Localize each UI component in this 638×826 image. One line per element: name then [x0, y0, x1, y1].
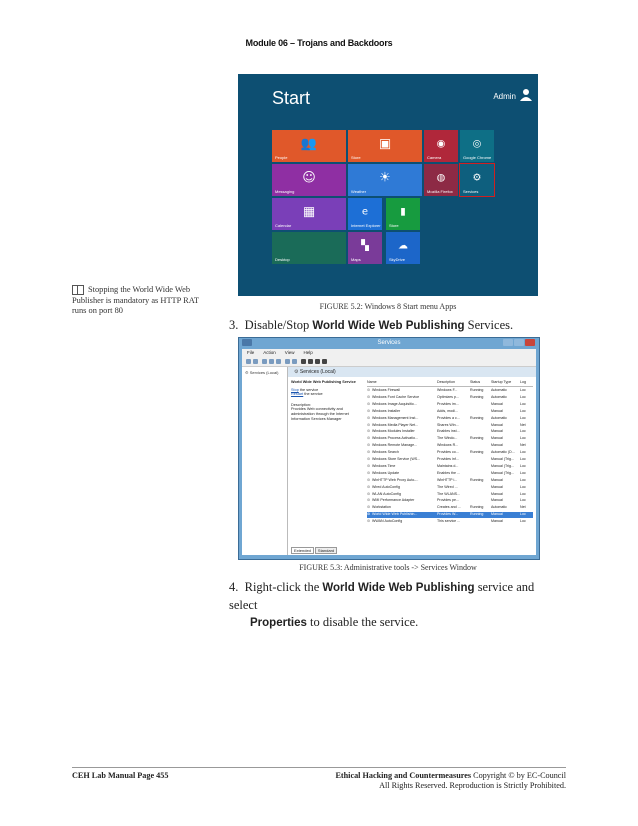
table-cell: Manual [491, 484, 503, 489]
back-icon[interactable] [246, 359, 251, 364]
menu-action[interactable]: Action [263, 350, 276, 355]
table-cell: Creates and ... [437, 505, 461, 510]
step-4-mid: service and select [229, 580, 535, 612]
table-cell: The Wired ... [437, 484, 458, 489]
footer-copyright-text: Copyright © by EC-Council [471, 771, 566, 780]
menu-bar [242, 349, 536, 357]
table-cell: Provides im... [437, 401, 459, 406]
refresh-icon[interactable] [276, 359, 281, 364]
figure-caption-2: FIGURE 5.3: Administrative tools -> Services Window [299, 563, 477, 572]
tab-extended[interactable]: Extended [291, 547, 314, 554]
table-row[interactable] [367, 485, 533, 491]
start-tile[interactable] [348, 232, 382, 264]
column-header[interactable]: Startup Type [491, 380, 512, 384]
start-tile[interactable] [272, 164, 346, 196]
table-cell: This service ... [437, 519, 461, 524]
table-cell: Windows Search [372, 450, 399, 455]
step-4-number: 4. [229, 580, 239, 594]
console-tree [242, 367, 288, 555]
table-cell: Windows Time [372, 463, 396, 468]
gear-icon: ⚙ [367, 519, 371, 524]
table-cell: Loc [520, 512, 526, 517]
maps-icon: ▚ [361, 240, 369, 252]
restart-service-icon[interactable] [322, 359, 327, 364]
menu-view[interactable]: View [284, 350, 295, 355]
service-description-panel [291, 380, 363, 421]
panel-header [288, 367, 536, 377]
table-cell: Provides a c... [437, 415, 460, 420]
table-cell: Net [520, 422, 526, 427]
table-cell: Automatic [491, 415, 507, 420]
gear-icon: ⚙ [367, 450, 371, 455]
table-cell: Provides W... [437, 512, 459, 517]
tile-label: Store [351, 155, 361, 160]
gear-icon: ⚙ [367, 415, 371, 420]
table-cell: Manual [491, 422, 503, 427]
table-cell: Loc [520, 408, 526, 413]
firefox-icon: ◍ [436, 172, 446, 184]
start-tile[interactable] [386, 232, 420, 264]
table-cell: Loc [520, 491, 526, 496]
gear-icon: ⚙ [367, 512, 371, 517]
table-cell: Windows Store Service (WS... [372, 457, 421, 461]
restart-service-text: the service [303, 392, 323, 397]
book-icon [72, 285, 84, 295]
table-cell: Workstation [372, 505, 391, 510]
window-title: Services [377, 340, 401, 346]
stop-service-link[interactable]: Stop [291, 387, 299, 392]
figure-caption-1: FIGURE 5.2: Windows 8 Start menu Apps [319, 302, 457, 311]
table-cell: Windows Image Acquisitio... [372, 401, 417, 406]
gear-icon: ⚙ [367, 388, 371, 392]
maximize-button[interactable] [514, 339, 524, 346]
gear-icon: ⚙ [367, 457, 371, 461]
table-cell: Manual [491, 436, 503, 441]
table-row[interactable] [367, 471, 533, 477]
table-header [367, 380, 533, 387]
table-cell: Provides co... [437, 450, 459, 455]
footer-divider [72, 767, 566, 768]
ie-icon: e [361, 206, 369, 218]
pause-service-icon[interactable] [315, 359, 320, 364]
tile-label: Camera [427, 155, 442, 160]
table-cell: Loc [520, 415, 526, 420]
calendar-icon: ▦ [302, 204, 316, 220]
menu-help[interactable]: Help [303, 350, 313, 355]
table-cell: Windows Media Player Net... [372, 422, 419, 427]
table-cell: Running [470, 505, 484, 510]
table-cell: Manual [491, 512, 503, 517]
chrome-icon: ◎ [472, 138, 482, 150]
table-cell: WinHTTP i... [437, 477, 458, 482]
table-cell: Loc [520, 450, 526, 455]
tile-label: Calendar [275, 223, 292, 228]
table-cell: Shares Win... [437, 422, 459, 427]
table-cell: Net [520, 443, 526, 448]
table-cell: Automatic (D... [491, 450, 515, 455]
export-icon[interactable] [285, 359, 290, 364]
close-button[interactable] [525, 339, 535, 346]
start-tile[interactable] [272, 232, 346, 264]
table-cell: WLAN AutoConfig [372, 491, 401, 496]
sidebar-note-text: Stopping the World Wide Web Publisher is mandatory as HTTP RAT runs on port 80 [72, 285, 199, 315]
step-3-bold: World Wide Web Publishing [312, 320, 465, 332]
table-cell: Loc [520, 519, 526, 524]
toolbar [242, 357, 536, 367]
table-cell: Provides pe... [437, 498, 459, 503]
gear-icon: ⚙ [367, 436, 371, 441]
table-cell: Windows Modules Installer [372, 429, 415, 434]
table-cell: WMI Performance Adapter [372, 498, 415, 503]
table-row[interactable] [367, 478, 533, 484]
table-cell: The WLANS... [437, 491, 460, 496]
gear-icon: ⚙ [367, 408, 371, 413]
table-cell: Loc [520, 477, 526, 482]
start-tile[interactable] [348, 164, 422, 196]
table-row[interactable] [367, 395, 533, 401]
table-cell: Loc [520, 498, 526, 503]
table-cell: Adds, modi... [437, 408, 458, 413]
table-row[interactable] [367, 388, 533, 394]
camera-icon: ◉ [436, 138, 446, 150]
table-cell: Automatic [491, 394, 507, 399]
table-cell: Loc [520, 394, 526, 399]
table-cell: Running [470, 477, 484, 482]
table-row[interactable] [367, 512, 533, 518]
table-row[interactable] [367, 436, 533, 442]
start-tile[interactable] [460, 164, 494, 196]
table-cell: Loc [520, 470, 526, 475]
people-icon: 👥 [300, 136, 318, 152]
gear-icon: ⚙ [367, 422, 371, 427]
table-cell: Provides inf... [437, 457, 459, 461]
step-4-bold-1: World Wide Web Publishing [322, 582, 475, 594]
services-icon: ⚙ [472, 172, 482, 184]
gear-icon: ⚙ [367, 484, 371, 489]
stop-service-icon[interactable] [308, 359, 313, 364]
messaging-icon: ☺ [302, 170, 316, 186]
table-cell: Manual [491, 491, 503, 496]
column-header[interactable]: Name [367, 380, 377, 384]
start-tile[interactable] [348, 130, 422, 162]
gear-icon: ⚙ [245, 370, 249, 375]
tile-label: Services [463, 189, 479, 194]
table-cell: Manual [491, 401, 503, 406]
table-cell: Wired AutoConfig [372, 484, 400, 489]
table-cell: Windows Font Cache Service [372, 394, 420, 399]
table-row[interactable] [367, 402, 533, 408]
table-row[interactable] [367, 498, 533, 504]
step-3 [229, 317, 559, 335]
tab-standard[interactable]: Standard [315, 547, 337, 554]
tile-label: Messaging [275, 189, 295, 194]
table-cell: Windows Update [372, 470, 400, 475]
table-row[interactable] [367, 492, 533, 498]
table-cell: Enables inst... [437, 429, 460, 434]
gear-icon: ⚙ [367, 401, 371, 406]
table-cell: Manual (Trig... [491, 470, 515, 475]
table-cell: Manual [491, 498, 503, 503]
services-window [238, 337, 540, 560]
table-cell: Windows R... [437, 443, 459, 448]
tile-label: Google Chrome [463, 155, 492, 160]
tree-item-services-local[interactable] [245, 370, 278, 375]
table-cell: Optimizes p... [437, 394, 459, 399]
gear-icon: ⚙ [367, 505, 371, 510]
gear-icon: ⚙ [367, 443, 371, 448]
table-cell: Windows F... [437, 388, 458, 392]
table-cell: Loc [520, 463, 526, 468]
table-cell: Running [470, 394, 484, 399]
table-cell: Running [470, 450, 484, 455]
table-cell: Windows Remote Manage... [372, 443, 418, 448]
weather-icon: ☀ [379, 170, 391, 186]
start-service-icon[interactable] [301, 359, 306, 364]
services-pane [288, 367, 536, 555]
table-cell: Maintains d... [437, 463, 459, 468]
tile-label: Desktop [275, 257, 290, 262]
selected-service-name: World Wide Web Publishing Service [291, 380, 356, 384]
tile-label: Store [389, 223, 399, 228]
table-cell: Loc [520, 388, 526, 392]
start-tile[interactable] [424, 130, 458, 162]
step-3-number: 3. [229, 318, 239, 332]
tile-label: People [275, 155, 288, 160]
tile-label: Maps [351, 257, 361, 262]
table-cell: Running [470, 436, 484, 441]
table-row[interactable] [367, 505, 533, 511]
table-cell: Enables the ... [437, 470, 460, 475]
up-icon[interactable] [262, 359, 267, 364]
column-header[interactable]: Log [520, 380, 526, 384]
table-cell: Loc [520, 429, 526, 434]
step-3-post: Services. [464, 318, 514, 332]
table-cell: World Wide Web Publishin... [372, 512, 418, 517]
table-cell: WWAN AutoConfig [372, 519, 403, 524]
step-3-pre: Disable/Stop [244, 318, 313, 332]
footer-title: Ethical Hacking and Countermeasures [335, 771, 472, 780]
tile-label: Internet Explorer [351, 223, 381, 228]
start-tile[interactable] [386, 198, 420, 230]
table-cell: Automatic [491, 505, 507, 510]
gear-icon: ⚙ [367, 463, 371, 468]
footer-rights: All Rights Reserved. Reproduction is Strictly Prohibited. [379, 781, 566, 791]
tile-label: SkyDrive [389, 257, 406, 262]
start-tile[interactable] [424, 164, 458, 196]
table-row[interactable] [367, 416, 533, 422]
gear-icon: ⚙ [367, 470, 371, 475]
table-cell: Windows Installer [372, 408, 401, 413]
forward-icon[interactable] [253, 359, 258, 364]
tile-label: Weather [351, 189, 367, 194]
step-4-pre: Right-click the [244, 580, 323, 594]
description-text: Provides Web connectivity and administration through the Internet Information Services Manager [291, 407, 349, 421]
table-cell: Running [470, 388, 484, 392]
start-tile[interactable] [272, 130, 346, 162]
store-icon: ▣ [378, 136, 392, 152]
step-4 [229, 579, 564, 632]
table-row[interactable] [367, 464, 533, 470]
minimize-button[interactable] [503, 339, 513, 346]
gear-icon: ⚙ [294, 369, 299, 375]
footer-copyright [200, 771, 566, 791]
column-header[interactable]: Status [470, 380, 481, 384]
stop-service-text: the service [298, 387, 319, 392]
step-4-post: to disable the service. [306, 615, 419, 629]
table-cell: Automatic [491, 388, 507, 392]
gear-icon: ⚙ [367, 394, 371, 399]
tree-item-label: Services (Local) [249, 370, 279, 375]
start-tile[interactable] [460, 130, 494, 162]
gear-icon: ⚙ [367, 491, 371, 496]
table-cell: Running [470, 415, 484, 420]
show-hide-tree-icon[interactable] [269, 359, 274, 364]
table-cell: Windows Management Inst... [372, 415, 419, 420]
table-cell: Loc [520, 457, 526, 461]
table-cell: Windows Firewall [372, 388, 400, 392]
table-cell: Loc [520, 436, 526, 441]
table-row[interactable] [367, 409, 533, 415]
description-label: Description: [291, 402, 312, 407]
table-cell: Loc [520, 484, 526, 489]
table-cell: Windows Process Activatio... [372, 436, 418, 441]
table-cell: Loc [520, 401, 526, 406]
start-title: Start [272, 88, 311, 108]
table-row[interactable] [367, 450, 533, 456]
panel-title: Services (Local) [299, 369, 336, 375]
gear-icon: ⚙ [367, 498, 371, 503]
table-row[interactable] [367, 519, 533, 525]
start-tile[interactable] [348, 198, 382, 230]
table-cell: Manual [491, 443, 503, 448]
menu-file[interactable]: File [247, 350, 255, 355]
gear-icon: ⚙ [367, 429, 371, 434]
table-row[interactable] [367, 429, 533, 435]
module-header: Module 06 – Trojans and Backdoors [245, 38, 393, 48]
help-icon[interactable] [292, 359, 297, 364]
table-cell: Running [470, 512, 484, 517]
table-row[interactable] [367, 423, 533, 429]
view-tabs [291, 548, 337, 553]
sidebar-note [72, 285, 212, 317]
gear-icon: ⚙ [367, 477, 371, 482]
table-cell: Manual [491, 519, 503, 524]
start-tile[interactable] [272, 198, 346, 230]
step-4-bold-2: Properties [250, 617, 307, 629]
table-cell: The Windo... [437, 436, 458, 441]
table-row[interactable] [367, 443, 533, 449]
table-cell: Manual (Trig... [491, 463, 515, 468]
table-cell: Net [520, 505, 526, 510]
user-name: Admin [493, 92, 516, 101]
shopping-bag-icon: ▮ [400, 206, 406, 218]
column-header[interactable]: Description [437, 380, 455, 384]
table-cell: Manual [491, 477, 503, 482]
tile-label: Mozilla Firefox [427, 189, 453, 194]
table-row[interactable] [367, 457, 533, 463]
start-screen-image [238, 74, 538, 296]
table-cell: Manual (Trig... [491, 457, 515, 461]
table-cell: Manual [491, 408, 503, 413]
system-menu-icon[interactable] [242, 339, 252, 346]
footer-page: CEH Lab Manual Page 455 [72, 771, 169, 780]
table-cell: Manual [491, 429, 503, 434]
restart-service-link[interactable]: Restart [291, 392, 304, 397]
user-icon [520, 88, 532, 101]
table-cell: WinHTTP Web Proxy Auto-... [372, 477, 419, 482]
skydrive-icon: ☁ [398, 240, 408, 252]
